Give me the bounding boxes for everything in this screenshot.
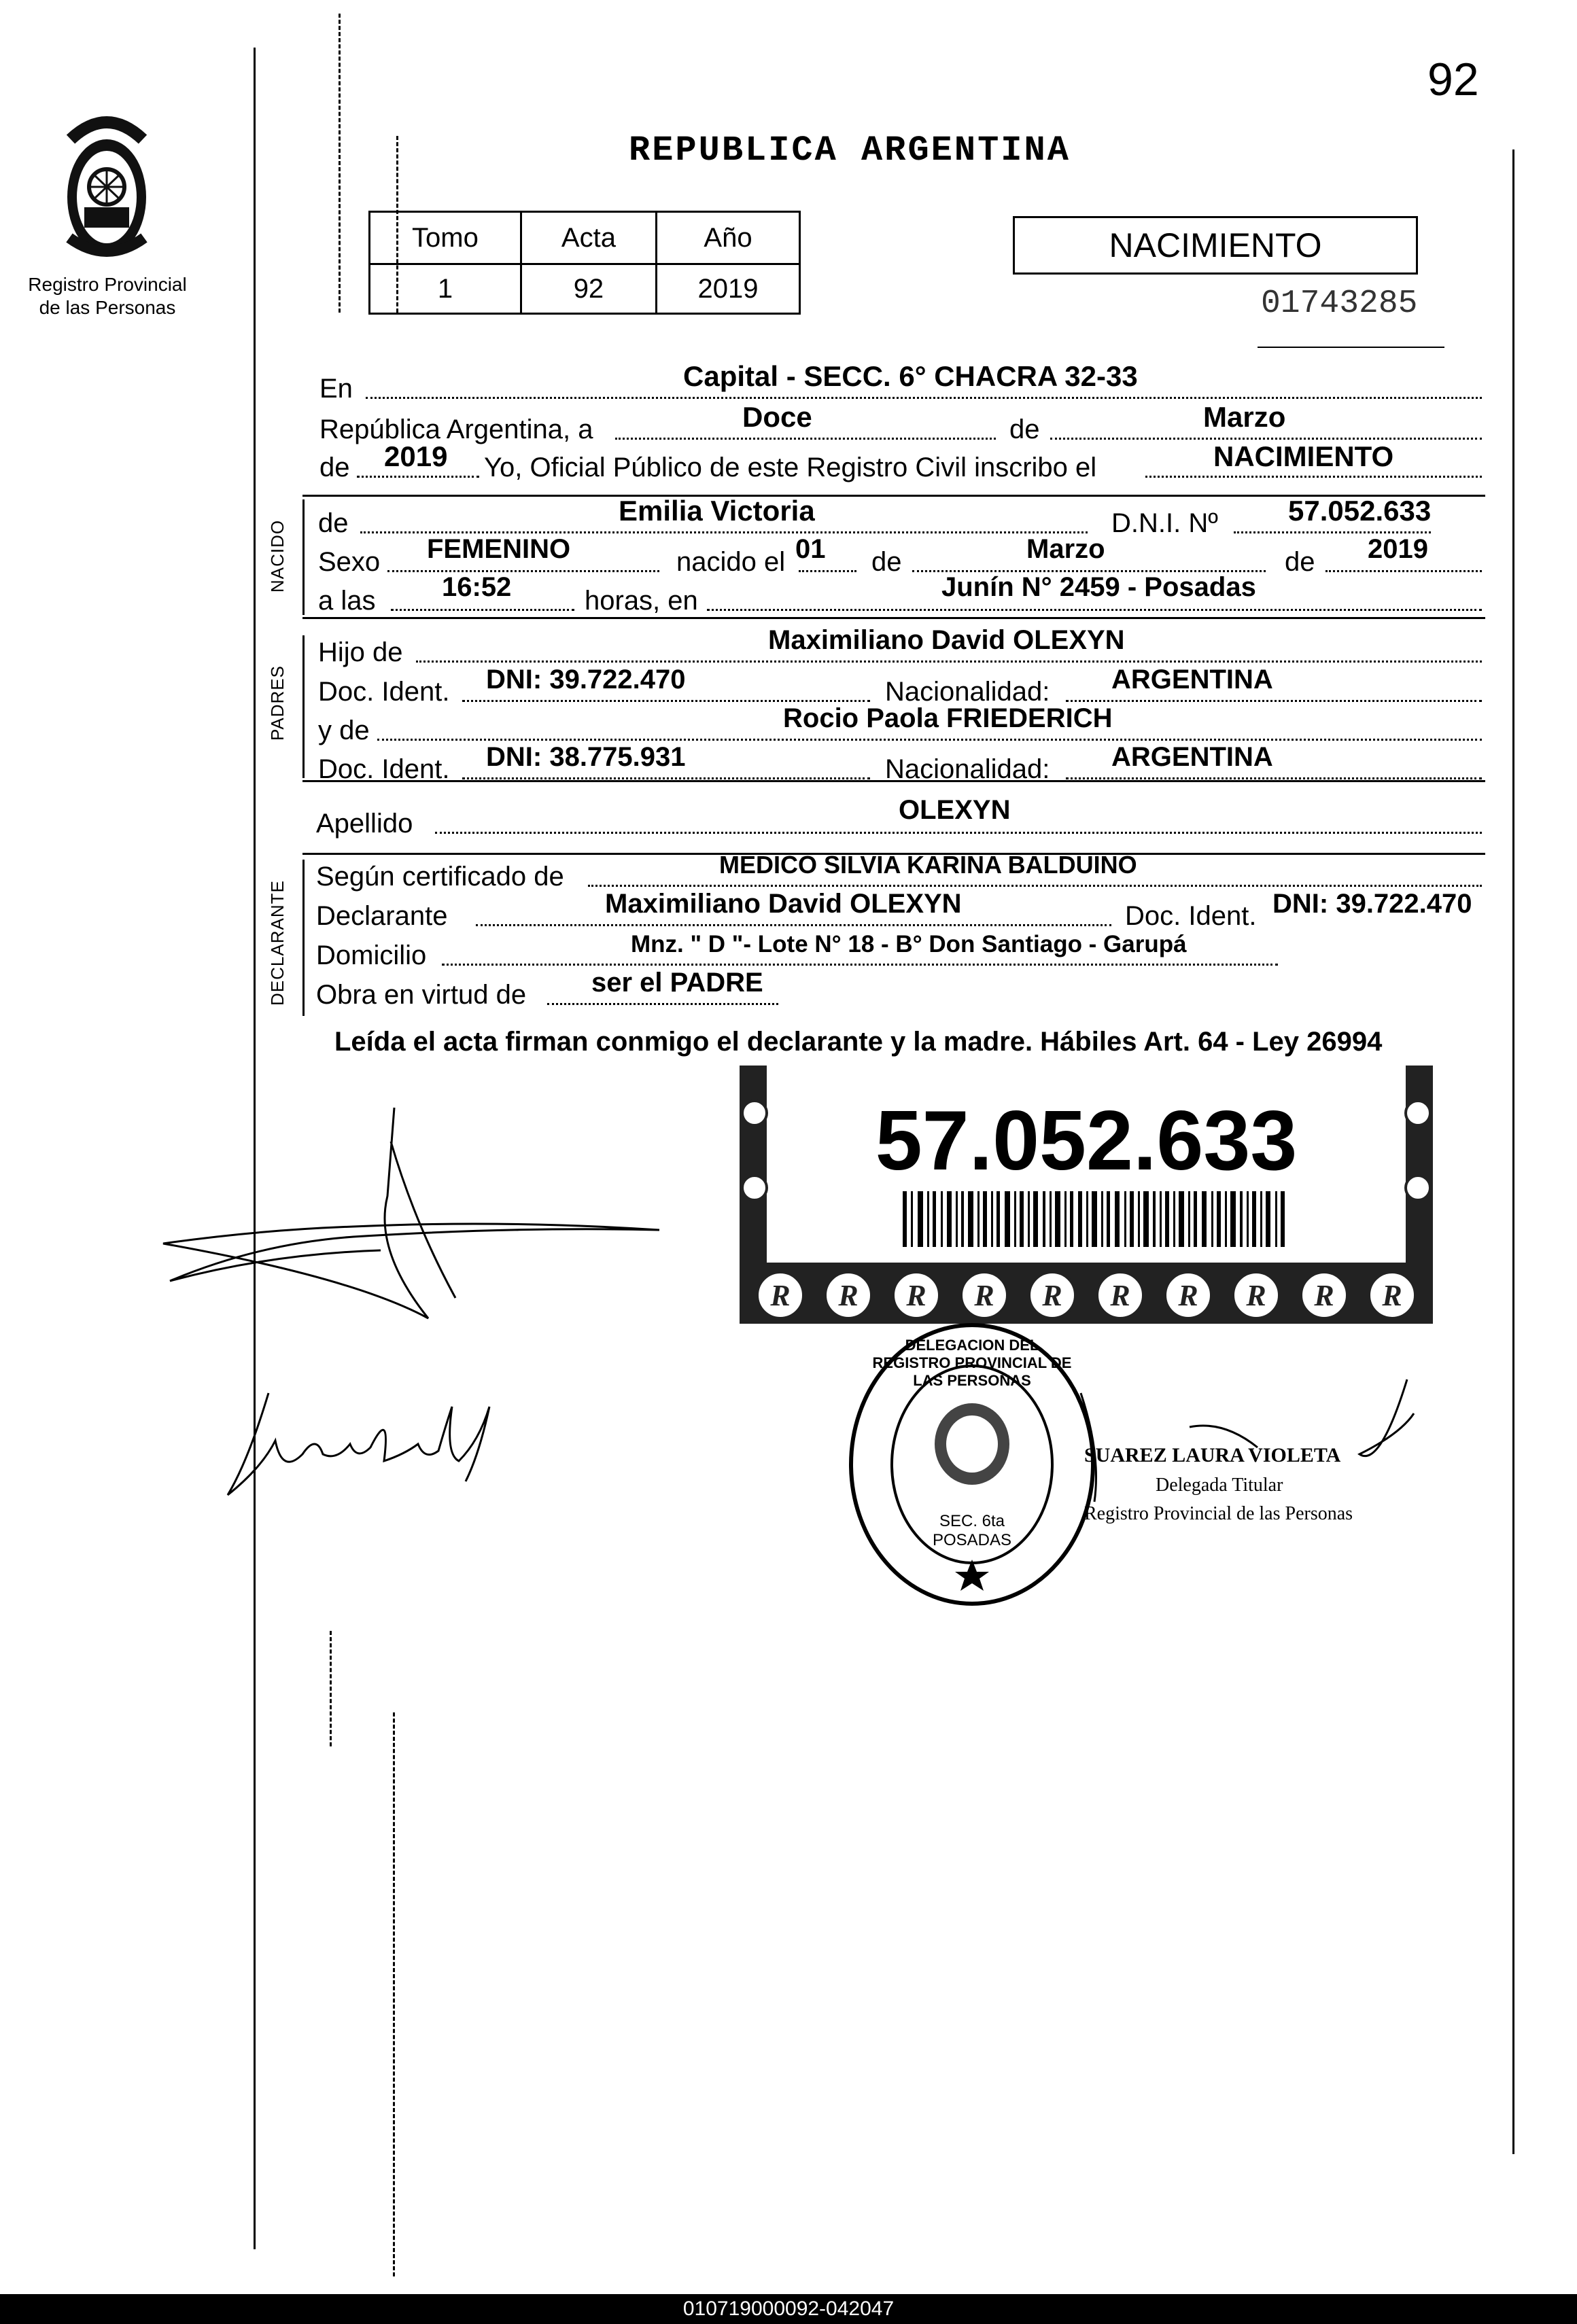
serial-underline bbox=[1258, 347, 1444, 348]
closing-text: Leída el acta firman conmigo el declarante y la madre. Hábiles Art. 64 - Ley 26994 bbox=[334, 1027, 1383, 1057]
value-padre-doc: DNI: 39.722.470 bbox=[486, 665, 686, 694]
svg-text:R: R bbox=[1314, 1279, 1334, 1312]
dots-hora bbox=[391, 609, 574, 611]
header-anio: Año bbox=[656, 212, 799, 264]
value-hora: 16:52 bbox=[442, 572, 512, 602]
document-title: REPUBLICA ARGENTINA bbox=[629, 130, 1071, 171]
header-acta: Acta bbox=[521, 212, 656, 264]
sticker-dni-number: 57.052.633 bbox=[875, 1094, 1298, 1188]
label-a-las: a las bbox=[318, 586, 376, 616]
dots-declarante bbox=[476, 924, 1111, 926]
label-de-anio-nac: de bbox=[1285, 547, 1315, 577]
dots-nombre bbox=[360, 531, 1088, 533]
dots-dia bbox=[615, 438, 996, 440]
binding-dash-1 bbox=[339, 14, 341, 313]
signature-icon bbox=[150, 1101, 666, 1386]
label-y-de: y de bbox=[318, 716, 370, 745]
record-type-box: NACIMIENTO bbox=[1013, 216, 1418, 275]
dots-padre bbox=[416, 661, 1482, 663]
mother-signature bbox=[221, 1379, 506, 1509]
svg-text:R: R bbox=[1042, 1279, 1062, 1312]
official-org: Registro Provincial de las Personas bbox=[1084, 1503, 1353, 1524]
binding-dash-4 bbox=[393, 1712, 395, 2276]
dots-sexo bbox=[387, 570, 659, 572]
nacido-bracket bbox=[302, 499, 305, 615]
label-doc-ident-padre: Doc. Ident. bbox=[318, 677, 450, 707]
svg-text:R: R bbox=[770, 1279, 791, 1312]
label-de-mes-nac: de bbox=[871, 547, 902, 577]
label-doc-ident-declarante: Doc. Ident. bbox=[1125, 901, 1257, 931]
value-dia: Doce bbox=[742, 401, 812, 433]
dots-domicilio bbox=[442, 964, 1278, 966]
value-certificado: MEDICO SILVIA KARINA BALDUINO bbox=[719, 851, 1137, 879]
svg-text:R: R bbox=[1178, 1279, 1198, 1312]
document-footer-code: 010719000092-042047 bbox=[0, 2294, 1577, 2324]
svg-text:R: R bbox=[974, 1279, 994, 1312]
value-mes-nac: Marzo bbox=[1026, 534, 1105, 564]
label-yo-oficial: Yo, Oficial Público de este Registro Civil inscribo el bbox=[484, 453, 1097, 482]
dots-dia-nac bbox=[799, 570, 856, 572]
value-domicilio: Mnz. " D "- Lote N° 18 - B° Don Santiago - Garupá bbox=[631, 931, 1187, 957]
official-role: Delegada Titular bbox=[1156, 1475, 1283, 1496]
value-mes: Marzo bbox=[1203, 401, 1286, 433]
dots-anio-nac bbox=[1325, 570, 1482, 572]
padres-label: PADRES bbox=[267, 665, 288, 741]
value-apellido: OLEXYN bbox=[899, 795, 1011, 825]
value-padre: Maximiliano David OLEXYN bbox=[768, 625, 1125, 655]
dots-madre bbox=[377, 739, 1482, 741]
dots-obra bbox=[547, 1003, 778, 1005]
page-number: 92 bbox=[1427, 54, 1479, 105]
label-declarante: Declarante bbox=[316, 901, 448, 931]
value-lugar-nac: Junín N° 2459 - Posadas bbox=[941, 572, 1256, 602]
logo-caption-1: Registro Provincial bbox=[28, 274, 187, 295]
value-obra: ser el PADRE bbox=[591, 968, 763, 998]
dots-padre-nac bbox=[1066, 700, 1482, 702]
province-logo bbox=[56, 112, 158, 265]
seal-ring-text: DELEGACION DEL REGISTRO PROVINCIAL DE LAS PERSONAS bbox=[872, 1337, 1072, 1389]
label-apellido: Apellido bbox=[316, 809, 413, 839]
dots-anio bbox=[357, 476, 479, 478]
label-de-mes: de bbox=[1009, 415, 1040, 444]
svg-text:R: R bbox=[1382, 1279, 1402, 1312]
value-dia-nac: 01 bbox=[795, 534, 826, 564]
value-declarante-doc: DNI: 39.722.470 bbox=[1272, 889, 1472, 919]
label-de-anio: de bbox=[319, 453, 350, 482]
value-dni: 57.052.633 bbox=[1288, 495, 1432, 527]
label-de-nombre: de bbox=[318, 508, 349, 538]
dots-madre-nac bbox=[1066, 777, 1482, 779]
dots-certificado bbox=[588, 885, 1482, 887]
label-nacionalidad-madre: Nacionalidad: bbox=[885, 754, 1050, 784]
value-acta: 92 bbox=[521, 264, 656, 314]
label-dni: D.N.I. Nº bbox=[1111, 508, 1218, 538]
value-tomo: 1 bbox=[370, 264, 521, 314]
label-sexo: Sexo bbox=[318, 547, 381, 577]
value-anio: 2019 bbox=[656, 264, 799, 314]
value-anio-nac: 2019 bbox=[1368, 534, 1428, 564]
declarant-signature bbox=[150, 1101, 666, 1386]
right-margin-line bbox=[1512, 149, 1514, 2154]
dots-madre-doc bbox=[462, 777, 870, 779]
value-sexo: FEMENINO bbox=[427, 534, 571, 564]
value-madre: Rocio Paola FRIEDERICH bbox=[783, 703, 1113, 733]
header-tomo: Tomo bbox=[370, 212, 521, 264]
dots-lugar-nac bbox=[707, 609, 1482, 611]
dni-sticker bbox=[740, 1066, 1433, 1324]
declarante-label: DECLARANTE bbox=[267, 880, 288, 1006]
label-domicilio: Domicilio bbox=[316, 940, 427, 970]
binding-dash-3 bbox=[330, 1631, 332, 1746]
value-padre-nac: ARGENTINA bbox=[1111, 665, 1273, 694]
serial-number: 01743285 bbox=[1261, 285, 1418, 322]
label-segun: Según certificado de bbox=[316, 862, 564, 892]
label-republica: República Argentina, a bbox=[319, 415, 593, 444]
value-lugar: Capital - SECC. 6° CHACRA 32-33 bbox=[683, 360, 1138, 392]
official-name: SUAREZ LAURA VIOLETA bbox=[1084, 1444, 1341, 1466]
value-anio: 2019 bbox=[384, 440, 448, 472]
svg-text:R: R bbox=[1110, 1279, 1130, 1312]
signature-icon-2 bbox=[221, 1379, 506, 1509]
misiones-crest-icon bbox=[56, 112, 158, 265]
declarante-bracket bbox=[302, 860, 305, 1016]
value-nombre: Emilia Victoria bbox=[619, 495, 815, 527]
svg-text:R: R bbox=[1246, 1279, 1266, 1312]
value-declarante: Maximiliano David OLEXYN bbox=[605, 889, 962, 919]
dots-dni bbox=[1234, 531, 1431, 533]
registry-table bbox=[368, 211, 801, 315]
label-en: En bbox=[319, 374, 353, 404]
padres-bracket bbox=[302, 635, 305, 778]
label-nacionalidad-padre: Nacionalidad: bbox=[885, 677, 1050, 707]
value-madre-nac: ARGENTINA bbox=[1111, 742, 1273, 772]
svg-text:R: R bbox=[906, 1279, 926, 1312]
label-hijo-de: Hijo de bbox=[318, 637, 403, 667]
value-madre-doc: DNI: 38.775.931 bbox=[486, 742, 686, 772]
dots-apellido bbox=[435, 832, 1482, 834]
dots-padre-doc bbox=[462, 700, 870, 702]
label-obra: Obra en virtud de bbox=[316, 980, 527, 1010]
logo-caption-2: de las Personas bbox=[39, 297, 176, 318]
label-nacido-el: nacido el bbox=[676, 547, 786, 577]
dots-mes bbox=[1050, 438, 1482, 440]
value-tipo: NACIMIENTO bbox=[1213, 440, 1394, 472]
nacido-label: NACIDO bbox=[267, 519, 288, 593]
svg-text:R: R bbox=[838, 1279, 859, 1312]
label-doc-ident-madre: Doc. Ident. bbox=[318, 754, 450, 784]
dots-en bbox=[366, 397, 1482, 399]
dots-tipo bbox=[1145, 476, 1482, 478]
seal-inner-text: SEC. 6ta POSADAS bbox=[932, 1512, 1012, 1549]
separator-nacido-bottom bbox=[302, 617, 1485, 619]
label-horas-en: horas, en bbox=[585, 586, 698, 616]
